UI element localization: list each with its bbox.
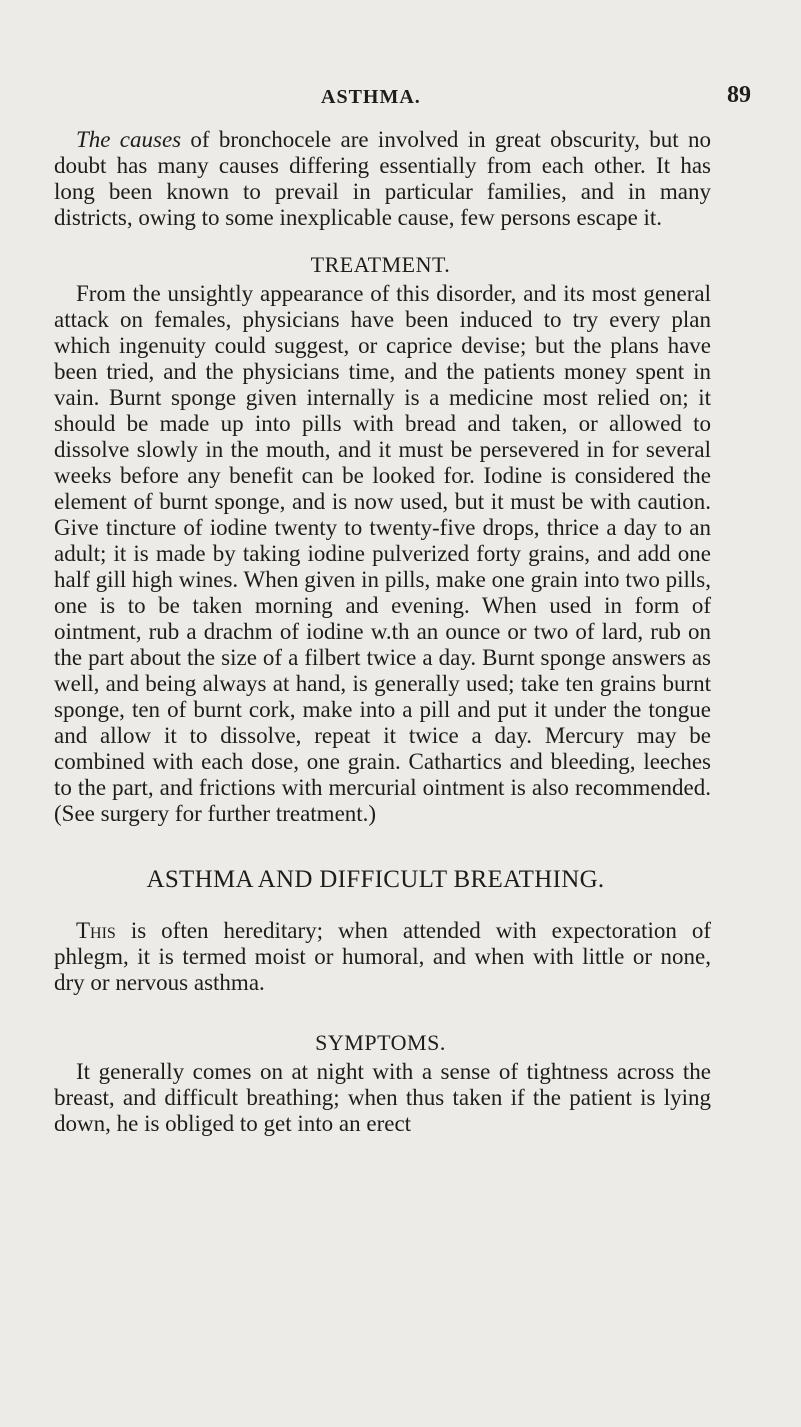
asthma-text: is often hereditary; when attended with expectoration of phlegm, it is termed moist or humoral, and when with little or none, dry or nervous asthma. [54, 918, 711, 995]
running-head-title: ASTHMA. [321, 86, 421, 108]
page-body [54, 127, 711, 1137]
page-number: 89 [727, 82, 751, 108]
treatment-paragraph: From the unsightly appearance of this disorder, and its most general attack on females, physicians have been induced to try every plan which ingenuity could suggest, or caprice devise; but the plans have been tried, and the physicians time, and the patients money spent in vain. Burnt sponge given internally is a medicine most relied on; it should be made up into pills with bread and taken, or allowed to dissolve slowly in the mouth, and it must be persevered in for several weeks before any benefit can be looked for. Iodine is considered the element of burnt sponge, and is now used, but it must be with caution. Give tincture of iodine twenty to twenty-five drops, thrice a day to an adult; it is made by taking iodine pulverized forty grains, and add one half gill high wines. When given in pills, make one grain into two pills, one is to be taken morning and evening. When used in form of ointment, rub a drachm of iodine w.th an ounce or two of lard, rub on the part about the size of a filbert twice a day. Burnt sponge answers as well, and being always at hand, is generally used; take ten grains burnt sponge, ten of burnt cork, make into a pill and put it under the tongue and allow it to dissolve, repeat it twice a day. Mercury may be combined with each dose, one grain. Cathartics and bleeding, leeches to the part, and frictions with mercurial ointment is also recommended. (See surgery for further treatment.) [54, 281, 711, 826]
symptoms-paragraph: It generally comes on at night with a sense of tightness across the breast, and difficult breathing; when thus taken if the patient is lying down, he is obliged to get into an erect [54, 1059, 711, 1136]
causes-text: of bronchocele are involved in great obscurity, but no doubt has many causes differing essentially from each other. It has long been known to prevail in particular families, and in many districts, owing to some inexplicable cause, few persons escape it. [54, 127, 711, 230]
asthma-lead-small-caps: This [76, 918, 116, 943]
running-head [0, 82, 801, 116]
causes-lead-italic: The causes [76, 127, 182, 152]
causes-paragraph [54, 127, 711, 231]
treatment-heading: TREATMENT. [310, 252, 451, 277]
symptoms-heading: SYMPTOMS. [315, 1030, 446, 1055]
asthma-heading: ASTHMA AND DIFFICULT BREATHING. [146, 866, 605, 893]
asthma-paragraph [54, 918, 711, 996]
